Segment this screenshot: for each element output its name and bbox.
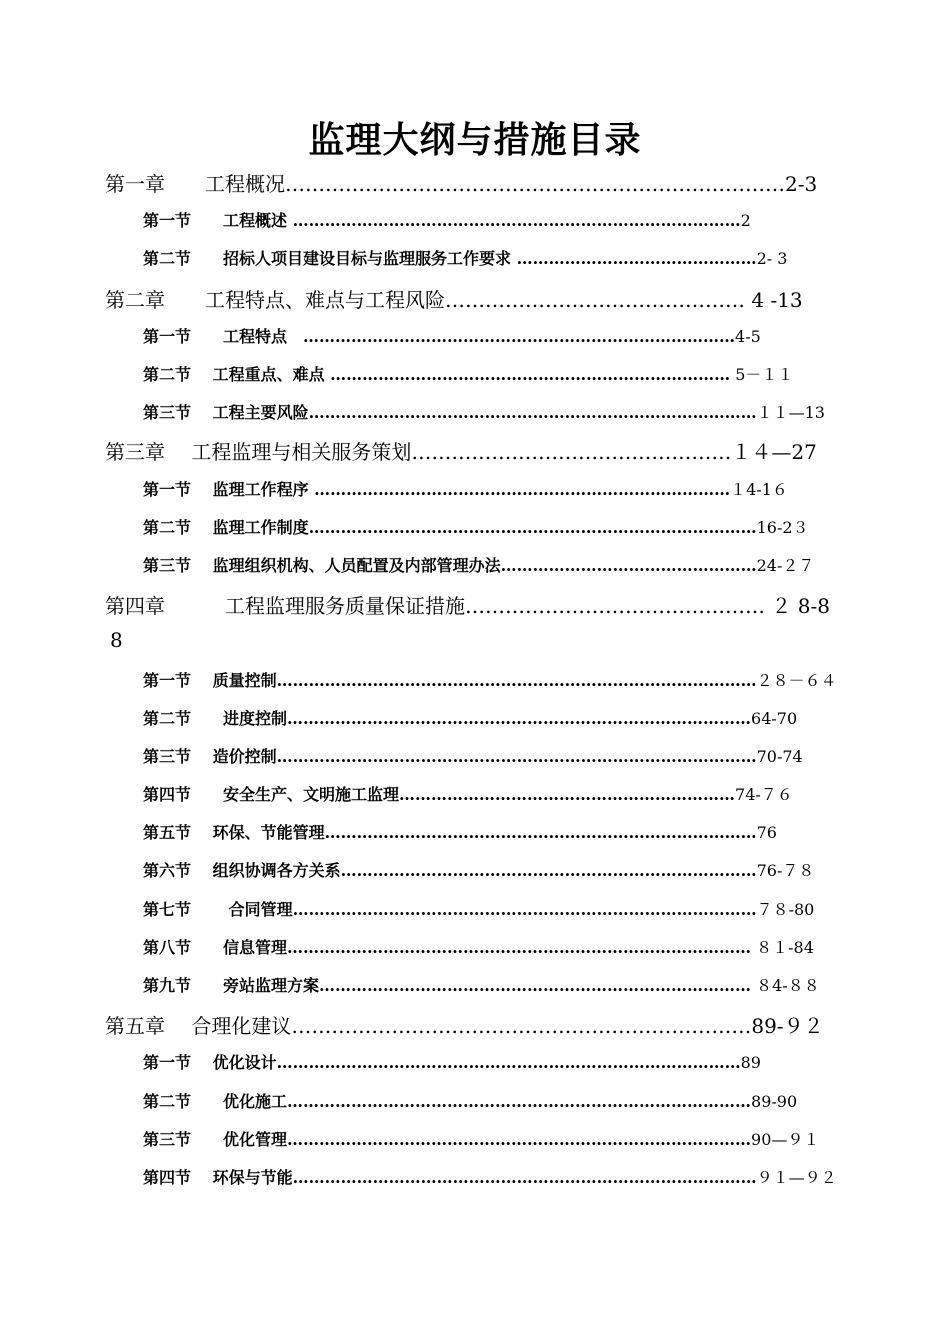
entry-text: 第七节 合同管理 [143,900,293,919]
toc-entry [143,782,833,805]
entry-page: ８4-８８ [751,976,820,995]
toc-entry [105,436,835,465]
entry-text: 第三节 优化管理 [143,1130,288,1149]
entry-page: ２８－６４ [756,671,837,690]
entry-page: １４—27 [731,440,817,464]
toc-entry [143,400,833,423]
entry-leader: …………………………………………………………………………… [276,1053,741,1072]
toc-entry [143,324,818,347]
entry-page: 24-２７ [756,556,815,575]
entry-text: 第四节 环保与节能 [143,1168,293,1187]
entry-leader: …………………………………………………………………………… [287,1130,752,1149]
entry-leader: ……………………………………………………………………… [324,823,757,842]
entry-page: ７８-80 [756,900,815,919]
entry-text: 第二章 工程特点、难点与工程风险 [105,288,445,312]
entry-page: 89-90 [751,1092,798,1111]
toc-entry [105,1010,835,1039]
entry-page: 2- 3 [756,249,788,268]
entry-leader: …………………………………………………………………… [314,480,731,499]
entry-leader: …………………………………………………………………………… [287,709,752,728]
toc-entry [143,820,783,843]
document-title: 监理大纲与措施目录 [308,120,642,161]
toc-entry [143,973,848,996]
toc-entry [143,858,823,881]
entry-text: 第五节 环保、节能管理 [143,823,325,842]
entry-text: 第五章 合理化建议 [105,1014,292,1038]
entry-page: 76 [756,823,777,842]
entry-page: 74-７６ [735,785,793,804]
entry-text: 第一节 工程概述 [143,211,293,230]
toc-entry [105,284,820,313]
entry-page: 64-70 [751,709,798,728]
entry-leader: ………………………………………………………………………… [308,518,757,537]
entry-leader: ………………………………………… [500,556,757,575]
entry-leader: ……………………………………………………………………… [319,976,752,995]
entry-text: 第四节 安全生产、文明施工监理 [143,785,400,804]
entry-page: ８１-84 [751,938,814,957]
entry-leader: ………………………………………………………………… [285,172,785,196]
entry-leader: ……………………………………… [465,594,765,618]
entry-text: 第二节 招标人项目建设目标与监理服务工作要求 [143,249,517,268]
entry-text: 第一节 优化设计 [143,1053,277,1072]
toc-entry [143,897,843,920]
entry-page: 90—９１ [751,1130,820,1149]
toc-entry [143,553,823,576]
entry-text: 第一节 质量控制 [143,671,277,690]
entry-leader: ……………………………………………………………………… [303,327,736,346]
entry-leader: ……………………………………………………… [399,785,736,804]
entry-text: 第八节 信息管理 [143,938,288,957]
entry-text: 第二节 工程重点、难点 [143,365,331,384]
entry-text: 第三章 工程监理与相关服务策划 [105,440,412,464]
entry-text: 第九节 旁站监理方案 [143,976,320,995]
entry-text: 第二节 优化施工 [143,1092,288,1111]
toc-entry [143,1165,843,1188]
entry-page: 89-９２ [751,1014,824,1038]
entry-text: 第二节 监理工作制度 [143,518,309,537]
entry-page: １１—13 [756,403,825,422]
toc-entry [143,668,843,691]
entry-leader: …………………………………………………………………………… [287,938,752,957]
toc-entry-continuation [110,628,170,652]
toc-entry [143,515,823,538]
entry-text: 第四章 工程监理服务质量保证措施 [105,594,465,618]
entry-leader: ……………………………………… [445,288,745,312]
entry-text: 第三节 工程主要风险 [143,403,309,422]
toc-entry [143,477,823,500]
toc-entry [143,208,793,231]
entry-page: 70-74 [756,747,803,766]
entry-leader: …………………………………………………………………………… [292,1168,757,1187]
entry-page: 2 [740,211,751,230]
entry-leader: ………………………………………………………………………… [292,211,741,230]
entry-text: 8 [110,628,123,652]
entry-text: 第六节 组织协调各方关系 [143,861,341,880]
entry-page: 76-７８ [756,861,815,880]
toc-entry [143,706,823,729]
entry-leader: …………………………………………………………… [291,1014,752,1038]
entry-leader: …………………………………………………………………… [340,861,757,880]
entry-leader: …………………………………………………………………………… [292,900,757,919]
entry-page: 5－１１ [730,365,794,384]
toc-entry [143,246,813,269]
toc-entry [143,1050,788,1073]
entry-page: ２ 8-8 [765,594,830,618]
entry-text: 第一节 工程特点 [143,327,304,346]
entry-text: 第二节 进度控制 [143,709,288,728]
toc-entry [143,1127,843,1150]
entry-leader: ………………………………………………………………… [330,365,731,384]
entry-page: 2-3 [785,172,818,196]
entry-leader: ………………………………………… [411,440,732,464]
entry-page: 4-5 [735,327,761,346]
entry-leader: …………………………………………………………………………… [287,1092,752,1111]
entry-text: 第一节 监理工作程序 [143,480,315,499]
toc-entry [143,1089,823,1112]
toc-entry [105,590,850,619]
toc-entry [143,362,833,385]
entry-leader: ……………………………………………………………………………… [276,671,757,690]
entry-leader: ……………………………………………………………………………… [276,747,757,766]
toc-entry [105,168,820,197]
entry-leader: ……………………………………… [516,249,757,268]
toc-entry [143,744,808,767]
entry-page: 4 -13 [745,288,803,312]
entry-text: 第三节 监理组织机构、人员配置及内部管理办法 [143,556,501,575]
entry-page: １4-1６ [730,480,788,499]
entry-page: 89 [740,1053,761,1072]
entry-text: 第一章 工程概况 [105,172,285,196]
entry-leader: ………………………………………………………………………… [308,403,757,422]
entry-page: ９１—９２ [756,1168,837,1187]
entry-text: 第三节 造价控制 [143,747,277,766]
toc-entry [143,935,843,958]
entry-page: 16-2３ [756,518,809,537]
